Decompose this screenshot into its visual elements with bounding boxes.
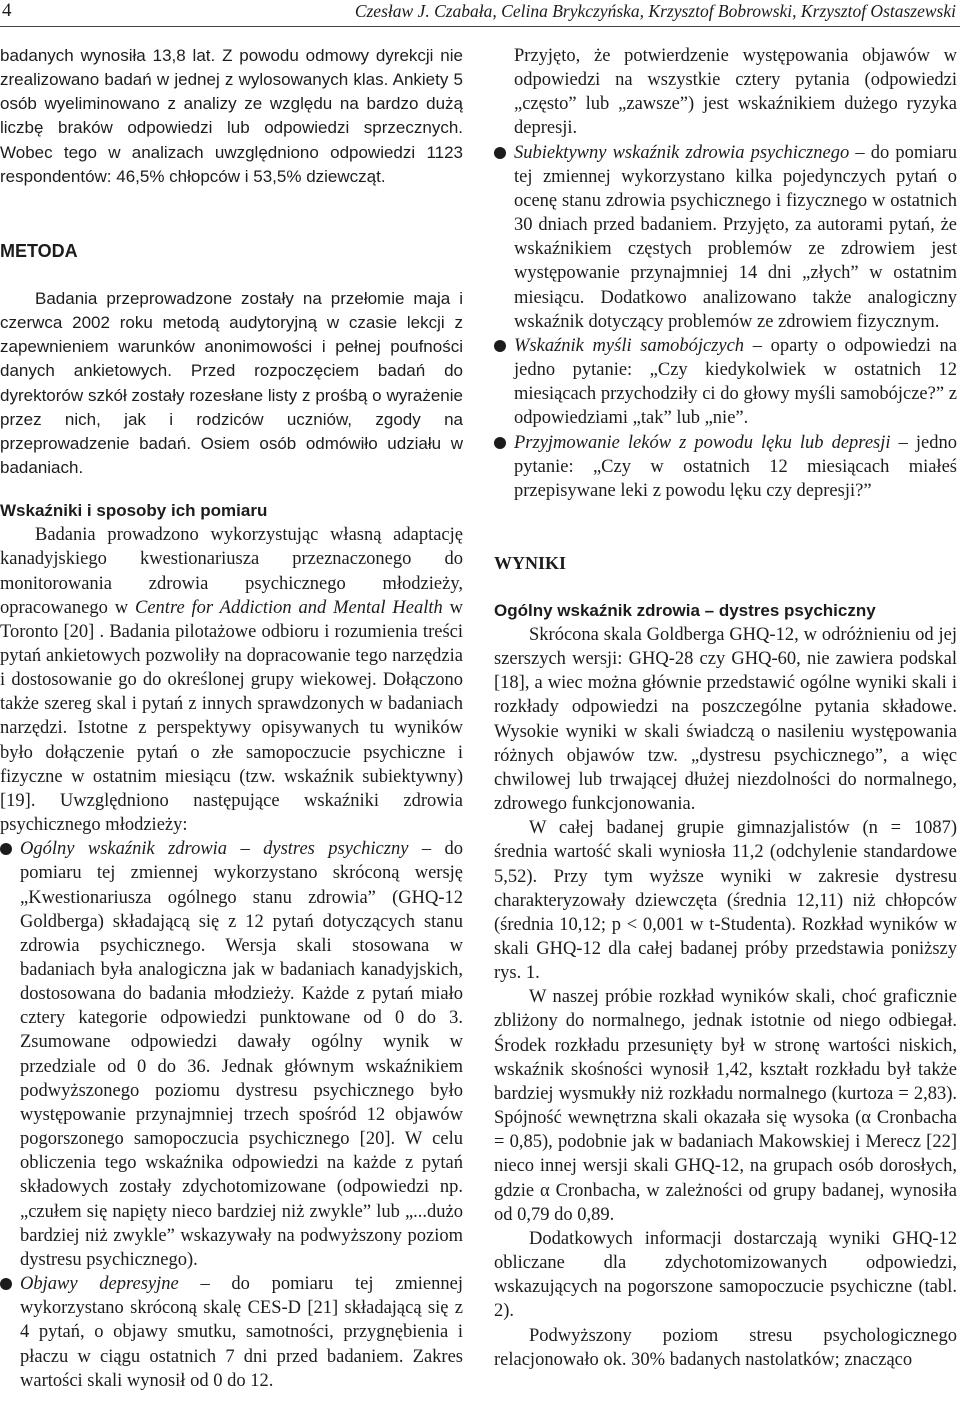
bullet-icon xyxy=(0,1278,12,1290)
list-item-body: Przyjęto, że potwierdzenie występowania objawów w odpowiedzi na wszystkie cztery pytania (odpowiedzi „często” lub „zawsze”) jest wskaźnikiem dużego ryzyka depresji. xyxy=(514,46,957,139)
list-item-body: – do pomiaru tej zmiennej wykorzystano skróconą wersję „Kwestionariusza ogólnego stanu zdrowia” (GHQ-12 Goldberga) składającą się z 12 pytań dotyczących stanu zdrowia psychicznego. Wersja skali stosowana w badaniach była analogiczna jak w badaniach kanadyjskich, dostosowana do badania młodzieży. Każde z pytań miało cztery kategorie odpowiedzi punktowane od 0 do 3. Zsumowane odpowiedzi dawały ogólny wynik w przedziale od 0 do 36. Jednak głównym wskaźnikiem podwyższonego poziomu dystresu psychicznego było występowanie przynajmniej trzech spośród 12 objawów pogorszonego samopoczucia psychicznego [20]. W celu obliczenia tego wskaźnika odpowiedzi na każde z pytań składowych zostały zdychotomizowane (odpowiedzi np. „czułem się napięty nieco bardziej niż zwykle” lub „...dużo bardziej niż zwykle” wskazywały na podwyższony poziom dystresu psychicznego). xyxy=(20,839,464,1270)
list-item-leki xyxy=(494,431,957,503)
right-column xyxy=(494,44,957,1372)
list-item-subiektywny-text xyxy=(514,141,957,334)
results-paragraph-3: W naszej próbie rozkład wyników skali, choć graficznie zbliżony do normalnego, jednak istotnie od niego odbiegał. Środek rozkładu przesunięty był w stronę wartości niskich, wskaźnik skośności wynosił 1,42, kształt rozkładu był także bardziej wysmukły niż rozkładu normalnego (kurtoza = 2,83). Spójność wewnętrzna skali okazała się wysoka (α Cronbacha = 0,85), podobnie jak w badaniach Makowskiej i Merecz [22] nieco innej wersji skali GHQ-12, na grupach osób dorosłych, gdzie α Cronbacha, w zależności od grupy badanej, wynosiła od 0,79 do 0,89. xyxy=(494,987,957,1225)
ogolny-wskaznik-heading: Ogólny wskaźnik zdrowia – dystres psychiczny xyxy=(494,600,876,620)
results-paragraph-4: Dodatkowych informacji dostarczają wyniki GHQ-12 obliczane dla zdychotomizowanych odpowiedzi, wskazujących na pogorszone samopoczucie psychiczne (tabl. 2). xyxy=(494,1228,957,1322)
bullet-icon xyxy=(494,437,506,449)
metoda-text: Badania przeprowadzone zostały na przełomie maja i czerwca 2002 roku metodą audytoryjną w czasie lekcji z zapewnieniem warunków anonimowości i pełnej poufności danych ankietowych. xyxy=(0,288,463,381)
bullet-icon xyxy=(494,340,506,352)
running-head-authors: Czesław J. Czabała, Celina Brykczyńska, Krzysztof Bobrowski, Krzysztof Ostaszewski xyxy=(354,1,956,21)
results-paragraph-5: Podwyższony poziom stresu psychologicznego relacjonowało ok. 30% badanych nastolatków; znacząco xyxy=(494,1325,957,1370)
centre-name: Centre for Addiction and Mental Health xyxy=(135,597,443,618)
list-item-body: – oparty o odpowiedzi na jedno pytanie: „Czy kiedykolwiek w ostatnich 12 miesiącach przychodziły ci do głowy myśli samobójcze?” z odpowiedziami „tak” lub „nie”. xyxy=(514,335,957,429)
list-item-body: – do pomiaru tej zmiennej wykorzystano kilka pojedynczych pytań o ocenę stanu zdrowia psychicznego i fizycznego w ostatnich 30 dniach przed badaniem. Przyjęto, za autorami pytań, że wskaźnikiem częstych problemów ze zdrowiem jest występowanie przynajmniej 14 dni „złych” w ostatnim miesiącu. Dodatkowo analizowano także analogiczny wskaźnik dotyczący problemów ze zdrowiem fizycznym. xyxy=(514,142,957,332)
wskazniki-paragraph xyxy=(0,523,463,837)
left-column xyxy=(0,44,463,1393)
wskazniki-text-a: Badania prowadzono wykorzystując własną adaptację kanadyjskiego kwestionariusza przeznaczonego do monitorowania zdrowia psychicznego młodzieży, opracowanego w xyxy=(0,525,463,618)
bullet-icon xyxy=(494,147,506,159)
list-item-title: Przyjmowanie leków z powodu lęku lub depresji xyxy=(514,432,891,453)
wskazniki-heading: Wskaźniki i sposoby ich pomiaru xyxy=(0,501,268,521)
list-item-depresja xyxy=(0,1272,463,1393)
list-item-title: Ogólny wskaźnik zdrowia – dystres psychiczny xyxy=(20,839,409,860)
list-item-body: – jedno pytanie: „Czy w ostatnich 12 miesiącach miałeś przepisywane leki z powodu lęku czy depresji?” xyxy=(514,432,957,501)
list-item-samobojcze-text xyxy=(514,334,957,431)
list-item-dystres xyxy=(0,837,463,1272)
list-item-samobojcze xyxy=(494,334,957,431)
page-number: 4 xyxy=(2,0,12,21)
metoda-paragraph xyxy=(0,287,463,480)
list-item-title: Subiektywny wskaźnik zdrowia psychicznego xyxy=(514,142,850,163)
results-paragraph-2: W całej badanej grupie gimnazjalistów (n = 1087) średnia wartość skali wyniosła 11,2 (odchylenie standardowe 5,52). Przy tym wyższe wyniki w zakresie dystresu charakteryzowały dziewczęta (średnia 12,11) niż chłopców (średnia 10,12; p < 0,001 w t-Studenta). Rozkład wyników w skali GHQ-12 dla całej badanej próby przedstawia poniższy rys. 1. xyxy=(494,818,957,984)
metoda-text-2: Przed rozpoczęciem badań do dyrektorów szkół zostały rozesłane listy z prośbą o wyrażenie przez nich, jak i rodziców uczniów, zgody na przeprowadzenie badań. Osiem osób odmówiło udziału w badaniach. xyxy=(0,361,463,478)
bullet-icon xyxy=(0,843,12,855)
list-item-title: Wskaźnik myśli samobójczych xyxy=(514,335,745,356)
list-item-depresja-continued xyxy=(494,44,957,141)
results-paragraph-1: Skrócona skala Goldberga GHQ-12, w odróżnieniu od jej szerszych wersji: GHQ-28 czy GHQ-60, nie zawiera podskal [18], a wiec można głównie przedstawić ogólne wyniki skali i rozkłady odpowiedzi na poszczególne pytania składowe. Wysokie wyniki w skali świadczą o nasileniu występowania różnych objawów tzw. „dystresu psychicznego”, a więc chwilowej lub trwającej dłużej niezdolności do normalnego, zdrowego funkcjonowania. xyxy=(494,624,957,815)
list-item-title: Objawy depresyjne xyxy=(20,1274,179,1295)
list-item-depresja-text xyxy=(20,1272,463,1393)
wyniki-heading: WYNIKI xyxy=(494,552,567,573)
list-item-body: – do pomiaru tej zmiennej wykorzystano skróconą skalę CES-D [21] składającą się z 4 pytań, o objawy smutku, samotności, przygnębienia i płaczu w ciągu ostatnich 7 dni przed badaniem. Zakres wartości skali wynosił od 0 do 12. xyxy=(20,1274,463,1391)
list-item-leki-text xyxy=(514,431,957,503)
wskazniki-text-b: w Toronto [20] . Badania pilotażowe odbioru i rozumienia treści pytań ankietowych pozwoliły na dopracowanie tego narzędzia i dostosowanie go do określonej grupy wiekowej. Dołączono także szereg skal i pytań z innych sprawdzonych w badaniach narzędzi. Istotne z perspektywy opisywanych tu wyników było dołączenie pytań o złe samopoczucie psychiczne i fizyczne w ostatnim miesiącu (tzw. wskaźnik subiektywny) [19]. Uwzględniono następujące wskaźniki zdrowia psychicznego młodzieży: xyxy=(0,597,464,836)
page-header xyxy=(0,0,960,27)
list-item-subiektywny xyxy=(494,141,957,334)
list-item-dystres-text xyxy=(20,837,463,1272)
metoda-heading: METODA xyxy=(0,240,78,261)
intro-paragraph: badanych wynosiła 13,8 lat. Z powodu odmowy dyrekcji nie zrealizowano badań w jednej z wylosowanych klas. Ankiety 5 osób wyeliminowano z analizy ze względu na bardzo dużą liczbę braków odpowiedzi lub odpowiedzi sprzecznych. Wobec tego w analizach uwzględniono odpowiedzi 1123 respondentów: 46,5% chłopców i 53,5% dziewcząt. xyxy=(0,46,463,186)
